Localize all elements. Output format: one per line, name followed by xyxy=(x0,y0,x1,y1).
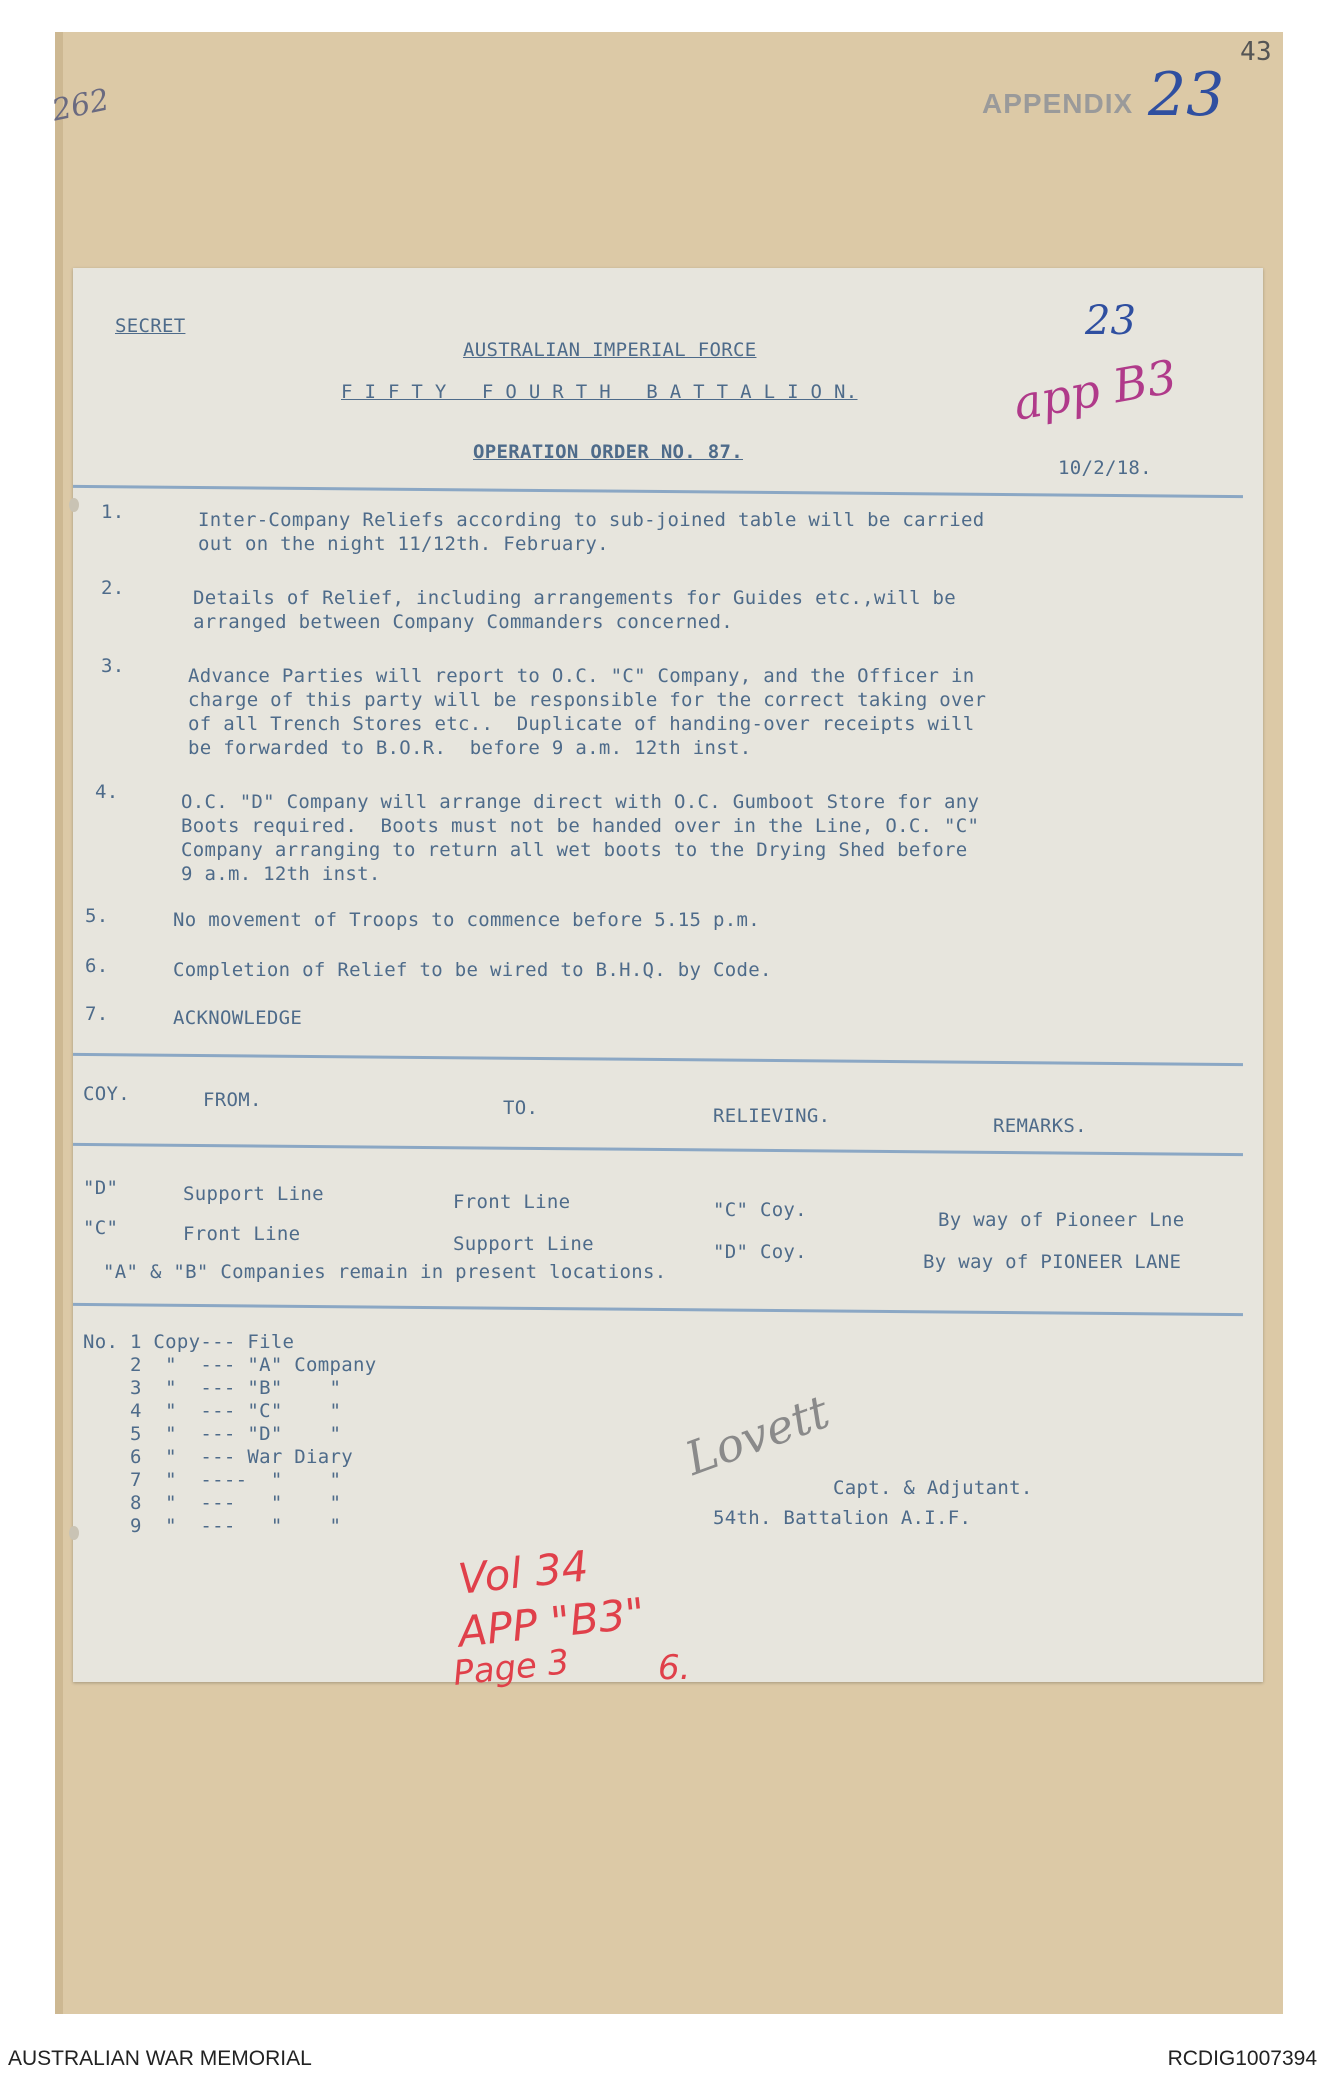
distribution-line: 5 " --- "D" " xyxy=(83,1423,342,1445)
table-cell: Support Line xyxy=(453,1233,594,1255)
table-header-coy: COY. xyxy=(83,1083,130,1105)
table-cell: "D" Coy. xyxy=(713,1241,807,1263)
battalion-title: F I F T Y F O U R T H B A T T A L I O N. xyxy=(341,381,858,403)
distribution-line: 4 " --- "C" " xyxy=(83,1400,342,1422)
header-rule xyxy=(73,485,1243,498)
table-header-to: TO. xyxy=(503,1097,539,1119)
page-annotation: Page 3 xyxy=(451,1642,572,1694)
signature-unit: 54th. Battalion A.I.F. xyxy=(713,1507,972,1529)
number-annotation: 6. xyxy=(658,1648,691,1688)
force-title: AUSTRALIAN IMPERIAL FORCE xyxy=(463,339,757,361)
table-header-relieving: RELIEVING. xyxy=(713,1105,831,1127)
order-title: OPERATION ORDER NO. 87. xyxy=(473,441,743,463)
table-note: "A" & "B" Companies remain in present locations. xyxy=(103,1261,667,1283)
table-cell: By way of Pioneer Lne xyxy=(938,1209,1185,1231)
paragraph-number: 1. xyxy=(101,501,125,523)
distribution-line: 9 " --- " " xyxy=(83,1515,342,1537)
order-date: 10/2/18. xyxy=(1058,457,1152,479)
paragraph-line: Inter-Company Reliefs according to sub-joined table will be carried xyxy=(198,509,985,531)
paragraph-number: 5. xyxy=(85,905,109,927)
paragraph-number: 7. xyxy=(85,1003,109,1025)
paragraph-line: of all Trench Stores etc.. Duplicate of handing-over receipts will xyxy=(188,713,975,735)
distribution-line: 2 " --- "A" Company xyxy=(83,1354,377,1376)
paragraph-number: 4. xyxy=(95,781,119,803)
distribution-line: 7 " ---- " " xyxy=(83,1469,342,1491)
table-cell: "C" xyxy=(83,1217,119,1239)
paragraph-number: 6. xyxy=(85,955,109,977)
table-cell: "D" xyxy=(83,1177,119,1199)
paragraph-line: Details of Relief, including arrangements for Guides etc.,will be xyxy=(193,587,957,609)
volume-annotation: Vol 34 xyxy=(455,1541,591,1604)
table-cell: By way of PIONEER LANE xyxy=(923,1251,1182,1273)
paragraph-line: Advance Parties will report to O.C. "C" Company, and the Officer in xyxy=(188,665,975,687)
paragraph-line: O.C. "D" Company will arrange direct with O.C. Gumboot Store for any xyxy=(181,791,980,813)
table-header-from: FROM. xyxy=(203,1089,262,1111)
paragraph-line: 9 a.m. 12th inst. xyxy=(181,863,381,885)
app-annotation: APP "B3" xyxy=(455,1588,647,1657)
sheet-number: 23 xyxy=(1085,298,1136,344)
distribution-line: 8 " --- " " xyxy=(83,1492,342,1514)
backing-crease xyxy=(55,32,63,2014)
folio-number: 262 xyxy=(48,82,113,129)
secret-label: SECRET xyxy=(115,315,186,337)
table-top-rule xyxy=(73,1053,1243,1066)
table-header-rule xyxy=(73,1143,1243,1156)
distribution-line: No. 1 Copy--- File xyxy=(83,1331,295,1353)
paragraph-line: charge of this party will be responsible for the correct taking over xyxy=(188,689,987,711)
table-cell: "C" Coy. xyxy=(713,1199,807,1221)
paragraph-line: No movement of Troops to commence before 5.15 p.m. xyxy=(173,909,760,931)
table-cell: Front Line xyxy=(183,1223,301,1245)
paragraph-line: Company arranging to return all wet boots to the Drying Shed before xyxy=(181,839,968,861)
paragraph-line: out on the night 11/12th. February. xyxy=(198,533,609,555)
paragraph-number: 3. xyxy=(101,655,125,677)
paragraph-line: be forwarded to B.O.R. before 9 a.m. 12th inst. xyxy=(188,737,752,759)
order-sheet xyxy=(73,268,1263,1694)
punch-hole xyxy=(69,498,79,512)
paragraph-number: 2. xyxy=(101,577,125,599)
page-number: 43 xyxy=(1240,37,1272,67)
footer-left: AUSTRALIAN WAR MEMORIAL xyxy=(8,2047,312,2070)
footer-right: RCDIG1007394 xyxy=(1167,2047,1317,2070)
table-bottom-rule xyxy=(73,1303,1243,1316)
table-cell: Front Line xyxy=(453,1191,571,1213)
paragraph-line: arranged between Company Commanders concerned. xyxy=(193,611,733,633)
appendix-note: app B3 xyxy=(1009,349,1181,431)
table-header-remarks: REMARKS. xyxy=(993,1115,1087,1137)
signature-title: Capt. & Adjutant. xyxy=(833,1477,1033,1499)
paragraph-line: ACKNOWLEDGE xyxy=(173,1007,303,1029)
signature: Lovett xyxy=(678,1384,837,1486)
distribution-line: 6 " --- War Diary xyxy=(83,1446,353,1468)
table-cell: Support Line xyxy=(183,1183,324,1205)
punch-hole xyxy=(69,1526,79,1540)
appendix-stamp: APPENDIX xyxy=(982,88,1134,119)
paragraph-line: Completion of Relief to be wired to B.H.Q. by Code. xyxy=(173,959,772,981)
distribution-line: 3 " --- "B" " xyxy=(83,1377,342,1399)
paragraph-line: Boots required. Boots must not be handed over in the Line, O.C. "C" xyxy=(181,815,980,837)
appendix-number: 23 xyxy=(1148,60,1225,130)
